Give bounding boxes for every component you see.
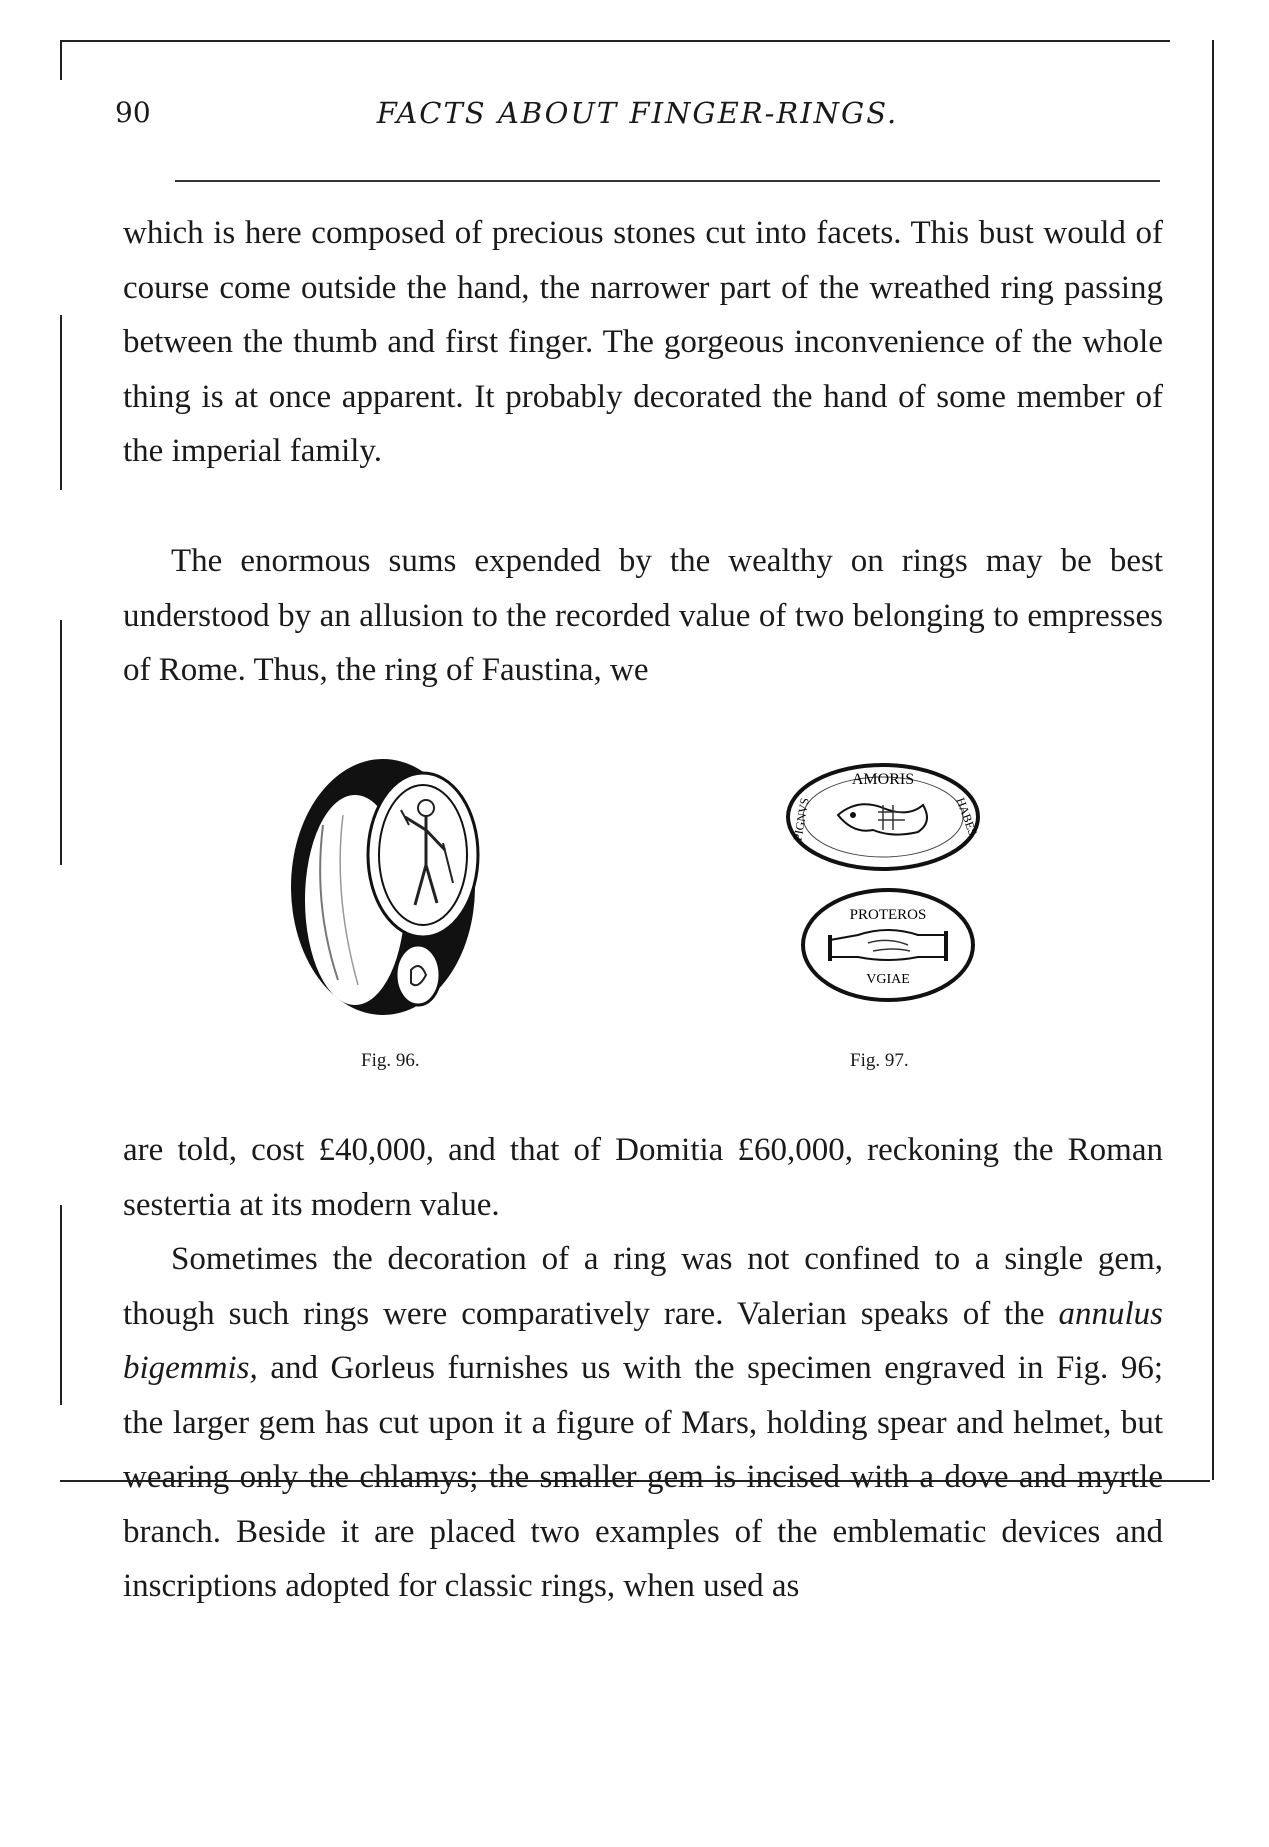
paragraph-text: Sometimes the decoration of a ring was not confined to a single gem, though such rings were comparatively rare. Valerian speaks of the bbox=[123, 1241, 1163, 1332]
fig96-caption: Fig. 96. bbox=[361, 1050, 420, 1071]
page-border-left-fragment bbox=[60, 315, 62, 490]
gem1-inscription-top: AMORIS bbox=[851, 771, 915, 788]
page-border-left bbox=[60, 40, 62, 80]
page-border-right bbox=[1212, 40, 1214, 1480]
figure-block bbox=[123, 755, 1163, 1085]
page-border-left-fragment bbox=[60, 620, 62, 865]
paragraph-text: which is here composed of precious stones cut into facets. This bust would of course come outside the hand, the narrower part of the wreathed ring passing between the thumb and first finger. The gorgeous inconvenience of the whole thing is at once apparent. It probably decorated the hand of some member of the imperial family. bbox=[123, 215, 1163, 469]
page-number: 90 bbox=[115, 96, 151, 129]
page-border-left-fragment bbox=[60, 1205, 62, 1405]
gem2-inscription-bottom: VGIAE bbox=[866, 972, 910, 987]
gem1-inscription-left: PIGNVS bbox=[790, 796, 812, 842]
header-rule bbox=[175, 180, 1160, 182]
paragraph bbox=[123, 1232, 1163, 1614]
paragraph bbox=[123, 1123, 1163, 1232]
paragraph-text: and Gorleus furnishes us with the specimen engraved in Fig. 96; the larger gem has cut upon it a figure of Mars, holding spear and helmet, but wearing only the chlamys; the smaller gem is incised with a dove and myrtle branch. Beside it are placed two examples of the emblematic devices and inscriptions adopted for classic rings, when used as bbox=[123, 1350, 1163, 1604]
page-border-top bbox=[60, 40, 1170, 42]
fig96-ring-illustration bbox=[283, 755, 498, 1025]
paragraph-text: The enormous sums expended by the wealthy on rings may be best understood by an allusion to the recorded value of two belonging to empresses of Rome. Thus, the ring of Faustina, we bbox=[123, 543, 1163, 688]
fig97-caption: Fig. 97. bbox=[850, 1050, 909, 1071]
italic-phrase: annulus bigemmis, bbox=[123, 1295, 1163, 1386]
paragraph-text: are told, cost £40,000, and that of Domitia £60,000, reckoning the Roman sestertia at its modern value. bbox=[123, 1132, 1163, 1223]
running-title: FACTS ABOUT FINGER-RINGS. bbox=[376, 96, 899, 130]
paragraph bbox=[123, 206, 1163, 479]
fig97-gem-lower bbox=[798, 885, 978, 1005]
paragraph bbox=[123, 534, 1163, 698]
gem1-inscription-right: HABES bbox=[953, 795, 981, 838]
gem2-inscription-top: PROTEROS bbox=[849, 907, 927, 923]
page-header bbox=[115, 96, 1160, 136]
fig97-gem-upper bbox=[783, 760, 983, 875]
